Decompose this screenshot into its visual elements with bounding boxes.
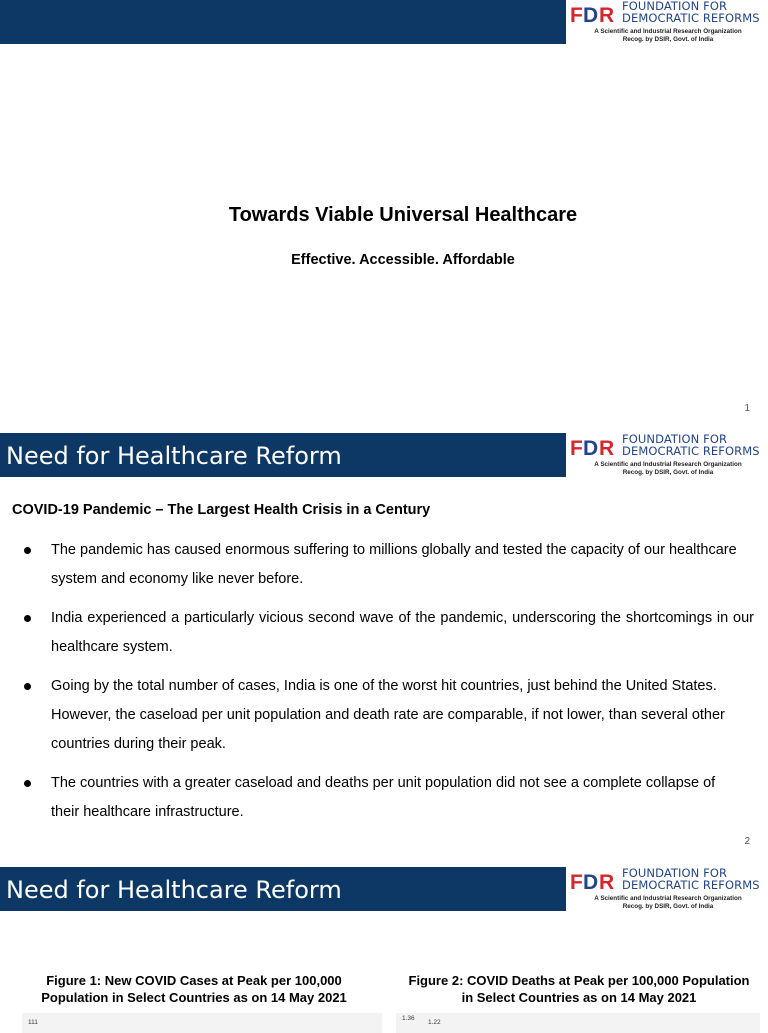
org-sub-line2: Recog. by DSIR, Govt. of India — [622, 902, 714, 910]
header-band — [0, 0, 566, 44]
svg-text:R: R — [599, 871, 615, 893]
org-name-line2: DEMOCRATIC REFORMS — [622, 11, 760, 25]
bullet-text: The countries with a greater caseload and deaths per unit population did not see a complete collapse of their healthcare infrastructure. — [51, 775, 716, 820]
org-recognition — [568, 895, 768, 910]
figure-2-title-line2: in Select Countries as on 14 May 2021 — [461, 989, 697, 1005]
bullet-text: The pandemic has caused enormous suffering to millions globally and tested the capacity of our healthcare system and economy like never before. — [51, 542, 737, 587]
figure-2-title — [394, 973, 764, 1006]
bullet-dot-icon — [24, 615, 31, 622]
bullet-item — [0, 769, 768, 827]
svg-text:F: F — [570, 437, 583, 459]
bullet-text: India experienced a particularly vicious second wave of the pandemic, underscoring the shortcomings in our healthcare system. — [51, 610, 754, 655]
slide-1 — [0, 0, 768, 430]
slide-title: Towards Viable Universal Healthcare — [228, 204, 578, 226]
bullet-dot-icon — [24, 683, 31, 690]
bullet-dot-icon — [24, 780, 31, 787]
svg-text:D: D — [583, 437, 599, 459]
figure-1-tick-label: 111 — [28, 1019, 38, 1026]
org-sub-line2: Recog. by DSIR, Govt. of India — [622, 35, 714, 43]
org-name-line2: DEMOCRATIC REFORMS — [622, 878, 760, 892]
bullet-dot-icon — [24, 547, 31, 554]
slide-subtitle: Effective. Accessible. Affordable — [291, 252, 515, 268]
bullet-item — [0, 672, 768, 759]
slide-header-title: Need for Healthcare Reform — [6, 876, 342, 904]
figure-2-chart — [396, 1013, 760, 1033]
bullet-item — [0, 604, 768, 662]
org-sub-line1: A Scientific and Industrial Research Organization — [594, 28, 742, 35]
org-sub-line1: A Scientific and Industrial Research Organization — [594, 461, 742, 468]
svg-text:D: D — [583, 871, 599, 893]
fdr-logo-icon — [570, 869, 618, 893]
org-name-line1: FOUNDATION FOR — [622, 432, 728, 446]
slide-2 — [0, 433, 768, 864]
org-name — [622, 867, 760, 891]
figure-2-tick-label: 1.36 — [402, 1015, 415, 1022]
figure-1-title — [9, 973, 379, 1006]
figure-2-tick-label: 1.22 — [428, 1019, 441, 1026]
figure-2-title-line1: Figure 2: COVID Deaths at Peak per 100,000 Population — [408, 973, 750, 988]
svg-text:F: F — [570, 4, 583, 26]
figure-1-title-line2: Population in Select Countries as on 14 May 2021 — [41, 989, 347, 1005]
fdr-logo-icon — [570, 2, 618, 26]
header-band — [0, 867, 566, 911]
slide-3 — [0, 867, 768, 1024]
org-recognition — [568, 461, 768, 476]
org-sub-line1: A Scientific and Industrial Research Organization — [594, 895, 742, 902]
slide-header-title: Need for Healthcare Reform — [6, 442, 342, 470]
figure-1-title-line1: Figure 1: New COVID Cases at Peak per 100,000 — [46, 973, 342, 988]
figure-1-chart — [22, 1013, 382, 1033]
page-number: 1 — [744, 403, 750, 414]
bullet-list — [0, 536, 768, 837]
org-name — [622, 0, 760, 24]
org-logo — [568, 0, 768, 48]
header-band — [0, 433, 566, 477]
fdr-logo-icon — [570, 435, 618, 459]
svg-text:D: D — [583, 4, 599, 26]
org-sub-line2: Recog. by DSIR, Govt. of India — [622, 468, 714, 476]
org-name-line1: FOUNDATION FOR — [622, 0, 728, 13]
org-logo — [568, 867, 768, 915]
org-name-line1: FOUNDATION FOR — [622, 866, 728, 880]
org-name-line2: DEMOCRATIC REFORMS — [622, 444, 760, 458]
svg-text:F: F — [570, 871, 583, 893]
org-name — [622, 433, 760, 457]
org-logo — [568, 433, 768, 481]
page-number: 2 — [744, 836, 750, 847]
bullet-item — [0, 536, 768, 594]
svg-text:R: R — [599, 437, 615, 459]
bullet-text: Going by the total number of cases, India is one of the worst hit countries, just behind the United States. However, the caseload per unit population and death rate are comparable, if not lower, than several other countries during their peak. — [51, 678, 725, 752]
org-recognition — [568, 28, 768, 43]
section-heading: COVID-19 Pandemic – The Largest Health Crisis in a Century — [12, 502, 431, 518]
svg-text:R: R — [599, 4, 615, 26]
